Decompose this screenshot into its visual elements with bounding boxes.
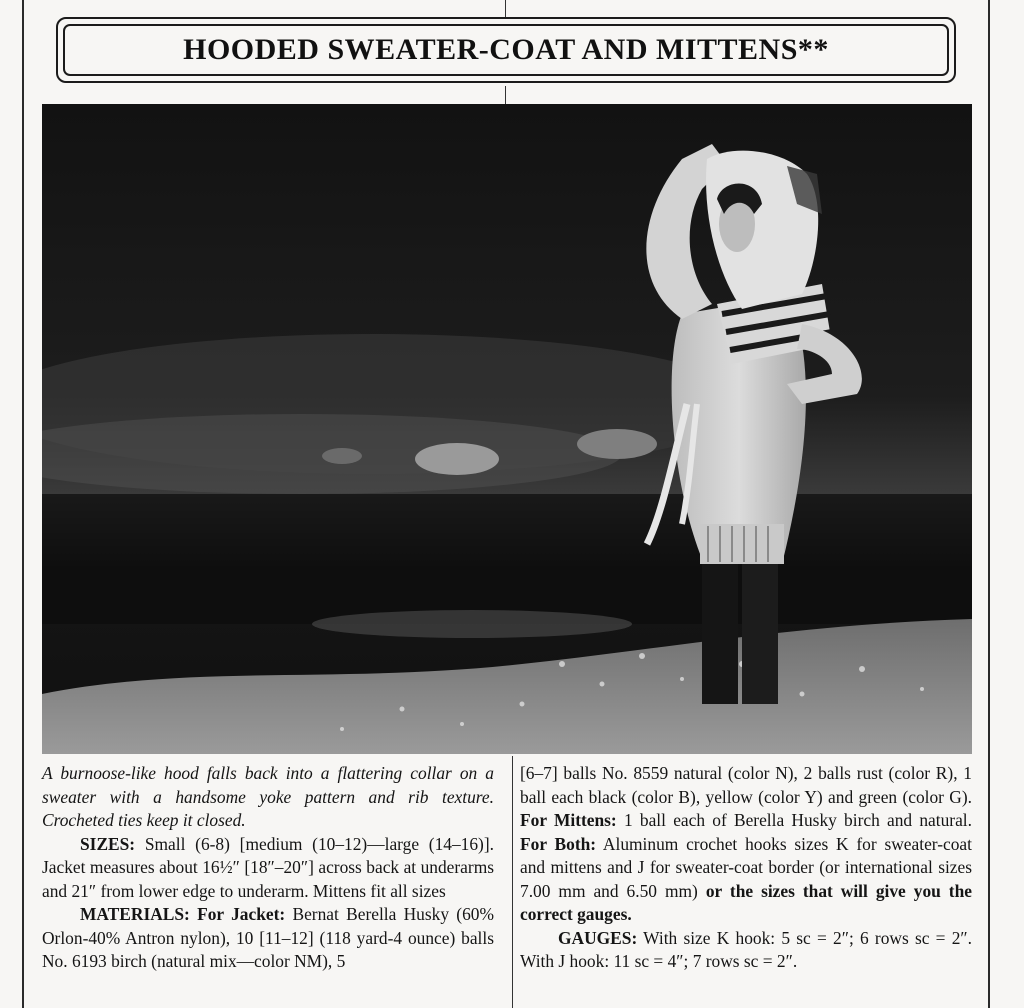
both-text: Aluminum crochet hooks sizes K for sweater-coat and mittens and J for sweater-coat border (or international sizes 7.00 mm and 6.50 mm) [520,833,972,901]
both-label: For Both: [520,833,597,854]
materials-label: MATERIALS: For Jacket: [80,904,286,924]
gauges-text: With size K hook: 5 sc = 2″; 6 rows sc = 2″. With J hook: 11 sc = 4″; 7 rows sc = 2″. [520,927,972,971]
sizes-label: SIZES: [80,833,136,854]
sizes-paragraph [42,833,494,904]
right-column [520,762,972,974]
column-divider [512,756,513,1008]
title-frame-inner [63,24,949,76]
title-frame [56,17,956,83]
materials-paragraph [42,903,494,974]
both-bold-end: or the sizes that will give you the correct gauges. [520,880,972,924]
materials-text: Bernat Berella Husky (60% Orlon-40% Antron nylon), 10 [11–12] (118 yard-4 ounce) balls No. 6193 birch (natural mix—color NM), 5 [42,904,494,971]
photo-figure [42,104,972,754]
column-divider-mid [505,86,506,104]
page-title: HOODED SWEATER-COAT AND MITTENS** [183,33,829,66]
materials-continued [520,762,972,927]
left-column [42,762,494,974]
sizes-text: Small (6-8) [medium (10–12)—large (14–16)]. Jacket measures about 16½″ [18″–20″] across back at underarms and 21″ from lower edge to underarm. Mittens fit all sizes [42,833,494,901]
mittens-text: 1 ball each of Berella Husky birch and natural. [616,810,972,830]
page-border-right [988,0,990,1008]
photo-caption: A burnoose-like hood falls back into a flattering collar on a sweater with a handsome yoke pattern and rib texture. Crocheted ties keep it closed. [42,763,494,830]
gauges-paragraph [520,927,972,974]
photo [42,104,972,754]
materials-continued-text: [6–7] balls No. 8559 natural (color N), 2 balls rust (color R), 1 ball each black (color B), yellow (color Y) and green (color G). [520,763,972,807]
mittens-label: For Mittens: [520,810,617,830]
column-divider-top [505,0,506,18]
page-border-left [22,0,24,1008]
gauges-label: GAUGES: [558,927,638,948]
